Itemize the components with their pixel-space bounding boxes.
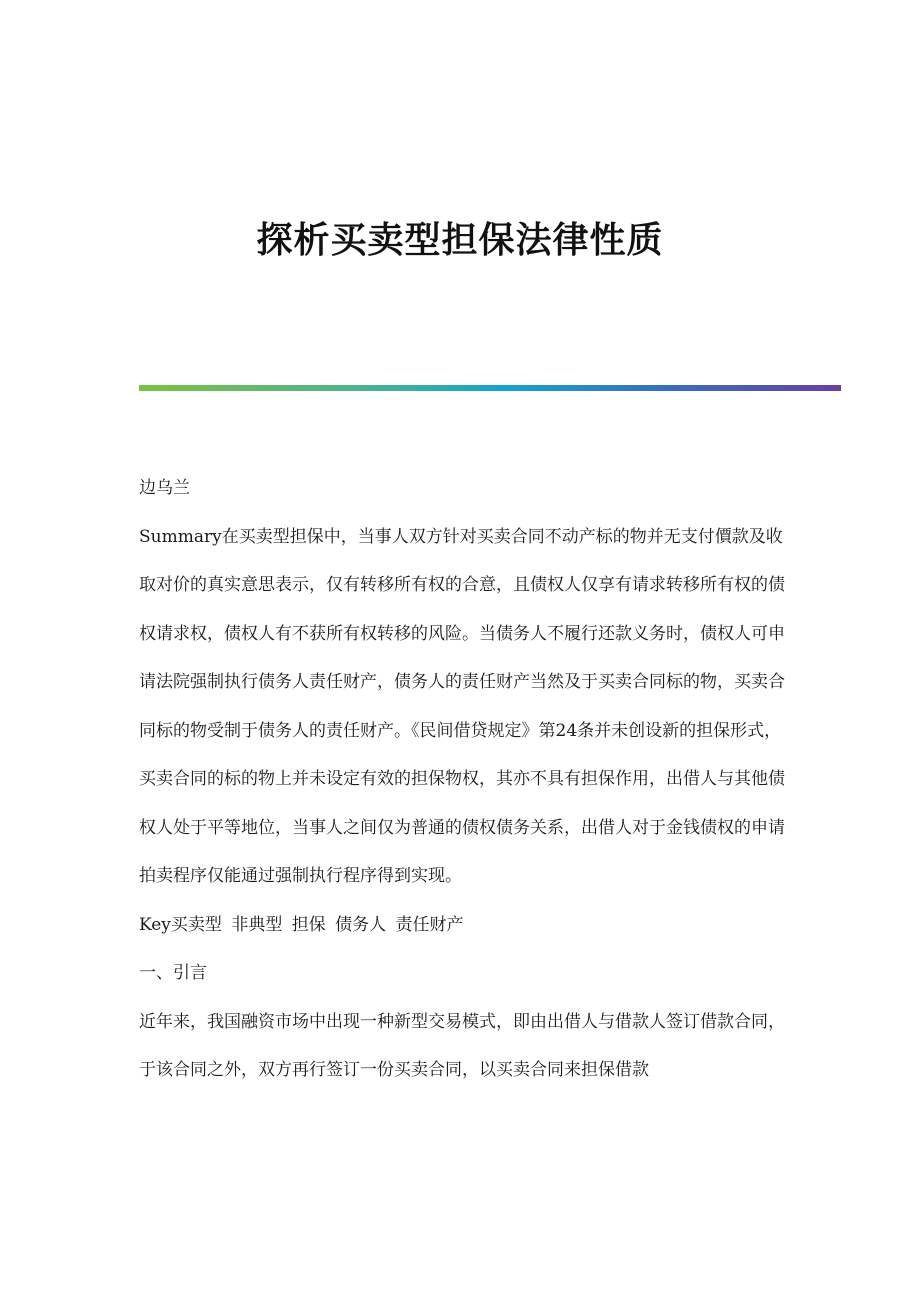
- keyword: 责任财产: [395, 914, 464, 935]
- keyword: 担保: [291, 914, 326, 935]
- document-body: [139, 464, 789, 1095]
- gradient-divider: [139, 385, 841, 391]
- keywords-line: [139, 901, 789, 950]
- summary-text: 在买卖型担保中，当事人双方针对买卖合同不动产标的物并无支付價款及收取对价的真实意思表示，仅有转移所有权的合意，且债权人仅享有请求转移所有权的债权请求权，债权人有不获所有权转移的风险。当债务人不履行还款义务时，债权人可申请法院强制执行债务人责任财产，债务人的责任财产当然及于买卖合同标的物，买卖合同标的物受制于债务人的责任财产。《民间借贷规定》第24条并未创设新的担保形式，买卖合同的标的物上并未设定有效的担保物权，其亦不具有担保作用，出借人与其他债权人处于平等地位，当事人之间仅为普通的债权债务关系，出借人对于金钱债权的申请拍卖程序仅能通过强制执行程序得到实现。: [139, 526, 785, 886]
- keywords-label: Key: [139, 914, 171, 935]
- author-name: 边乌兰: [139, 478, 190, 498]
- intro-paragraph: 近年来，我国融资市场中出现一种新型交易模式，即由出借人与借款人签订借款合同，于该合同之外，双方再行签订一份买卖合同，以买卖合同来担保借款: [139, 1011, 785, 1080]
- keyword: 债务人: [335, 914, 387, 935]
- keyword: 买卖型: [170, 914, 222, 935]
- summary-label: Summary: [139, 526, 222, 547]
- keyword: 非典型: [231, 914, 283, 935]
- document-title: 探析买卖型担保法律性质: [256, 219, 664, 261]
- summary-paragraph: [139, 513, 789, 901]
- section-heading: 一、引言: [139, 963, 207, 983]
